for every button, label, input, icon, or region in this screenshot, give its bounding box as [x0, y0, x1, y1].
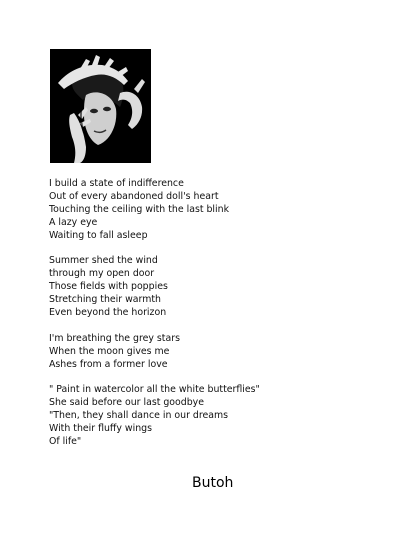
stanza-1	[49, 178, 379, 243]
poem-line: Waiting to fall asleep	[49, 229, 148, 241]
poem-line: Out of every abandoned doll's heart	[49, 190, 219, 202]
poem-line: She said before our last goodbye	[49, 397, 204, 409]
poem-body	[49, 178, 379, 449]
stanza-4	[49, 384, 379, 449]
poem-line: A lazy eye	[49, 216, 98, 228]
poem-line: Those fields with poppies	[49, 281, 168, 293]
poem-line: Touching the ceiling with the last blink	[49, 203, 230, 215]
poem-line: Stretching their warmth	[49, 294, 161, 306]
stanza-2	[49, 255, 379, 320]
stanza-3	[49, 333, 379, 372]
face-with-hands-image	[50, 49, 151, 163]
poem-line: When the moon gives me	[49, 345, 170, 357]
poem-line: through my open door	[49, 268, 155, 280]
poem-line: " Paint in watercolor all the white butterflies"	[49, 384, 260, 396]
poem-line: Of life"	[49, 436, 82, 448]
poem-line: Summer shed the wind	[49, 255, 158, 267]
poem-line: Even beyond the horizon	[49, 307, 167, 319]
poem-title: Butoh	[192, 475, 234, 491]
poem-line: Ashes from a former love	[49, 358, 168, 370]
poem-line: With their fluffy wings	[49, 423, 152, 435]
poem-line: "Then, they shall dance in our dreams	[49, 410, 229, 422]
poem-photo	[50, 49, 151, 163]
poem-line: I build a state of indifference	[49, 178, 184, 189]
poem-line: I'm breathing the grey stars	[49, 332, 180, 344]
